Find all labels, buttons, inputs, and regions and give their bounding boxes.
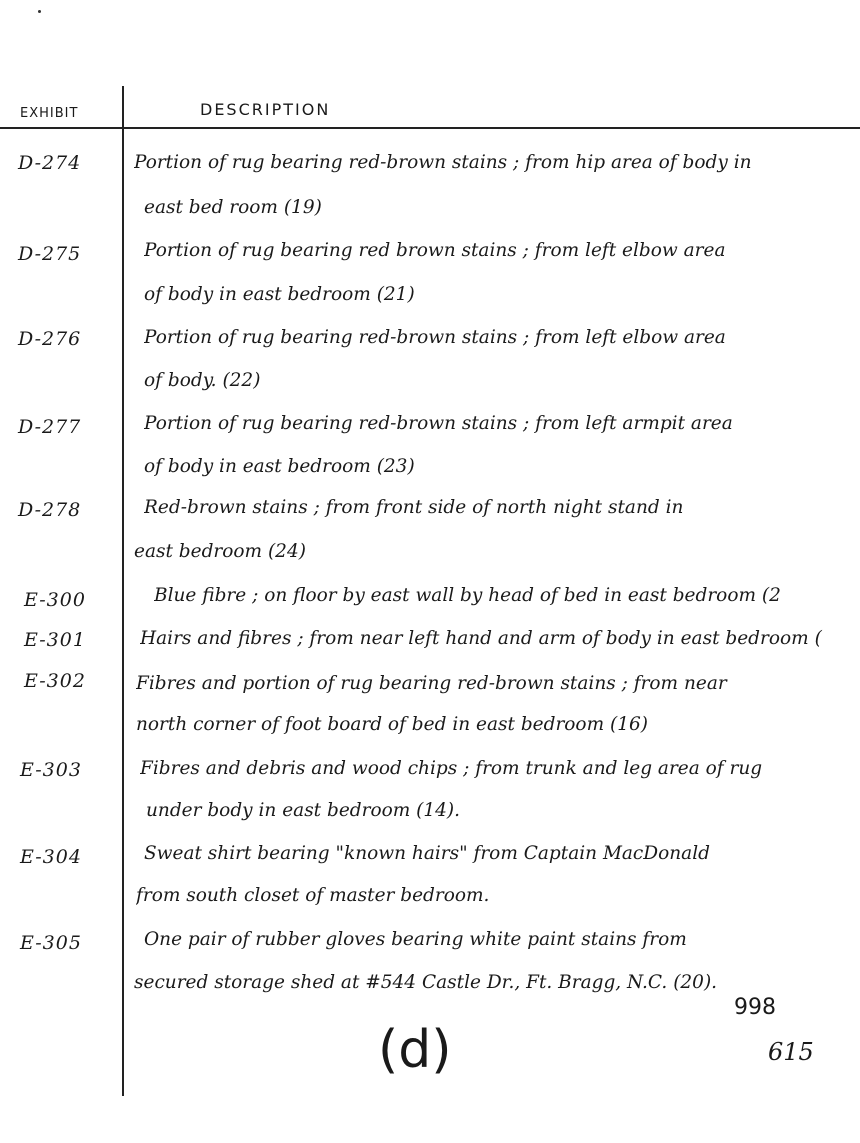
- description-line: Portion of rug bearing red-brown stains ; from left armpit area: [144, 413, 733, 434]
- page-number: 998: [734, 995, 776, 1020]
- description-line: of body in east bedroom (23): [144, 456, 415, 477]
- description-line: Portion of rug bearing red-brown stains ; from hip area of body in: [134, 152, 752, 173]
- description-line: Hairs and fibres ; from near left hand and arm of body in east bedroom (: [140, 628, 822, 649]
- description-line: east bed room (19): [144, 197, 322, 218]
- exhibit-number: D-278: [18, 499, 82, 521]
- exhibit-number: E-303: [20, 759, 82, 781]
- exhibit-number: E-301: [24, 629, 86, 651]
- ink-speck: [38, 10, 41, 13]
- exhibit-number: E-305: [20, 932, 82, 954]
- exhibit-number: D-274: [18, 152, 82, 174]
- exhibit-column-header: EXHIBIT: [20, 106, 79, 121]
- description-line: Portion of rug bearing red brown stains ; from left elbow area: [144, 240, 726, 261]
- description-line: of body in east bedroom (21): [144, 284, 415, 305]
- description-line: Portion of rug bearing red-brown stains ; from left elbow area: [144, 327, 726, 348]
- description-line: One pair of rubber gloves bearing white paint stains from: [144, 929, 687, 950]
- exhibit-number: D-277: [18, 416, 82, 438]
- description-line: secured storage shed at #544 Castle Dr., Ft. Bragg, N.C. (20).: [134, 972, 718, 993]
- description-line: Blue fibre ; on floor by east wall by head of bed in east bedroom (2: [154, 585, 781, 606]
- header-underline: [0, 127, 860, 129]
- circled-page-mark: (d): [378, 1020, 452, 1080]
- exhibit-number: D-276: [18, 328, 82, 350]
- description-line: from south closet of master bedroom.: [136, 885, 490, 906]
- description-line: Red-brown stains ; from front side of north night stand in: [144, 497, 684, 518]
- description-line: of body. (22): [144, 370, 261, 391]
- column-divider: [122, 86, 124, 1096]
- description-line: east bedroom (24): [134, 541, 306, 562]
- exhibit-number: E-300: [24, 589, 86, 611]
- description-line: Fibres and portion of rug bearing red-brown stains ; from near: [136, 673, 727, 694]
- description-line: under body in east bedroom (14).: [146, 800, 461, 821]
- exhibit-number: E-304: [20, 846, 82, 868]
- description-line: Fibres and debris and wood chips ; from trunk and leg area of rug: [140, 758, 763, 779]
- description-column-header: DESCRIPTION: [200, 100, 331, 119]
- description-line: north corner of foot board of bed in east bedroom (16): [136, 714, 648, 735]
- corner-page-mark: 615: [768, 1038, 814, 1066]
- exhibit-number: E-302: [24, 670, 86, 692]
- description-line: Sweat shirt bearing "known hairs" from Captain MacDonald: [144, 843, 710, 864]
- exhibit-number: D-275: [18, 243, 82, 265]
